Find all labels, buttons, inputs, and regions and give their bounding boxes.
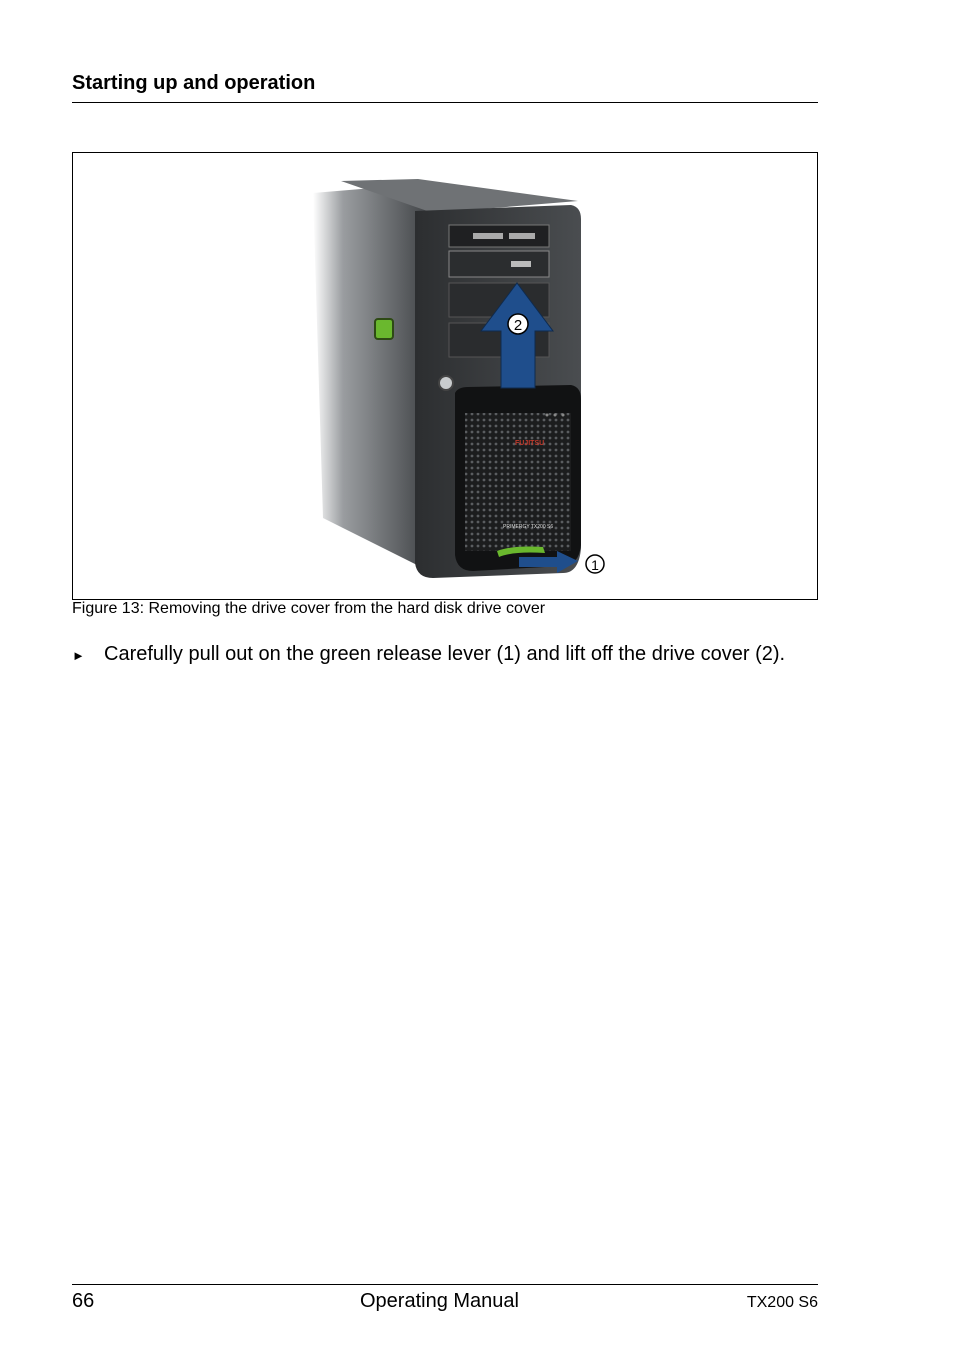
brand-logo: FUJITSU <box>515 440 545 447</box>
callout-2: 2 <box>513 317 523 334</box>
drive-cover-mesh <box>465 413 571 551</box>
step-text: Carefully pull out on the green release lever (1) and lift off the drive cover (2). <box>104 643 786 665</box>
callout-1: 1 <box>591 557 599 573</box>
header-divider <box>72 102 818 103</box>
model-label: PRIMERGY TX200 S6 <box>503 524 554 530</box>
footer-divider <box>72 1284 818 1285</box>
figure-caption: Figure 13: Removing the drive cover from the hard disk drive cover <box>72 600 546 617</box>
page-number: 66 <box>72 1290 95 1312</box>
side-latch-green <box>375 319 393 339</box>
key-lock <box>439 376 453 390</box>
instruction-step <box>72 643 832 666</box>
manual-title: Operating Manual <box>360 1290 519 1312</box>
figure-frame <box>72 152 818 600</box>
drive-bay-2 <box>449 251 549 277</box>
server-illustration <box>73 153 817 599</box>
bullet-triangle-icon: ► <box>72 648 85 663</box>
model-name: TX200 S6 <box>746 1294 818 1311</box>
section-title: Starting up and operation <box>72 72 316 94</box>
